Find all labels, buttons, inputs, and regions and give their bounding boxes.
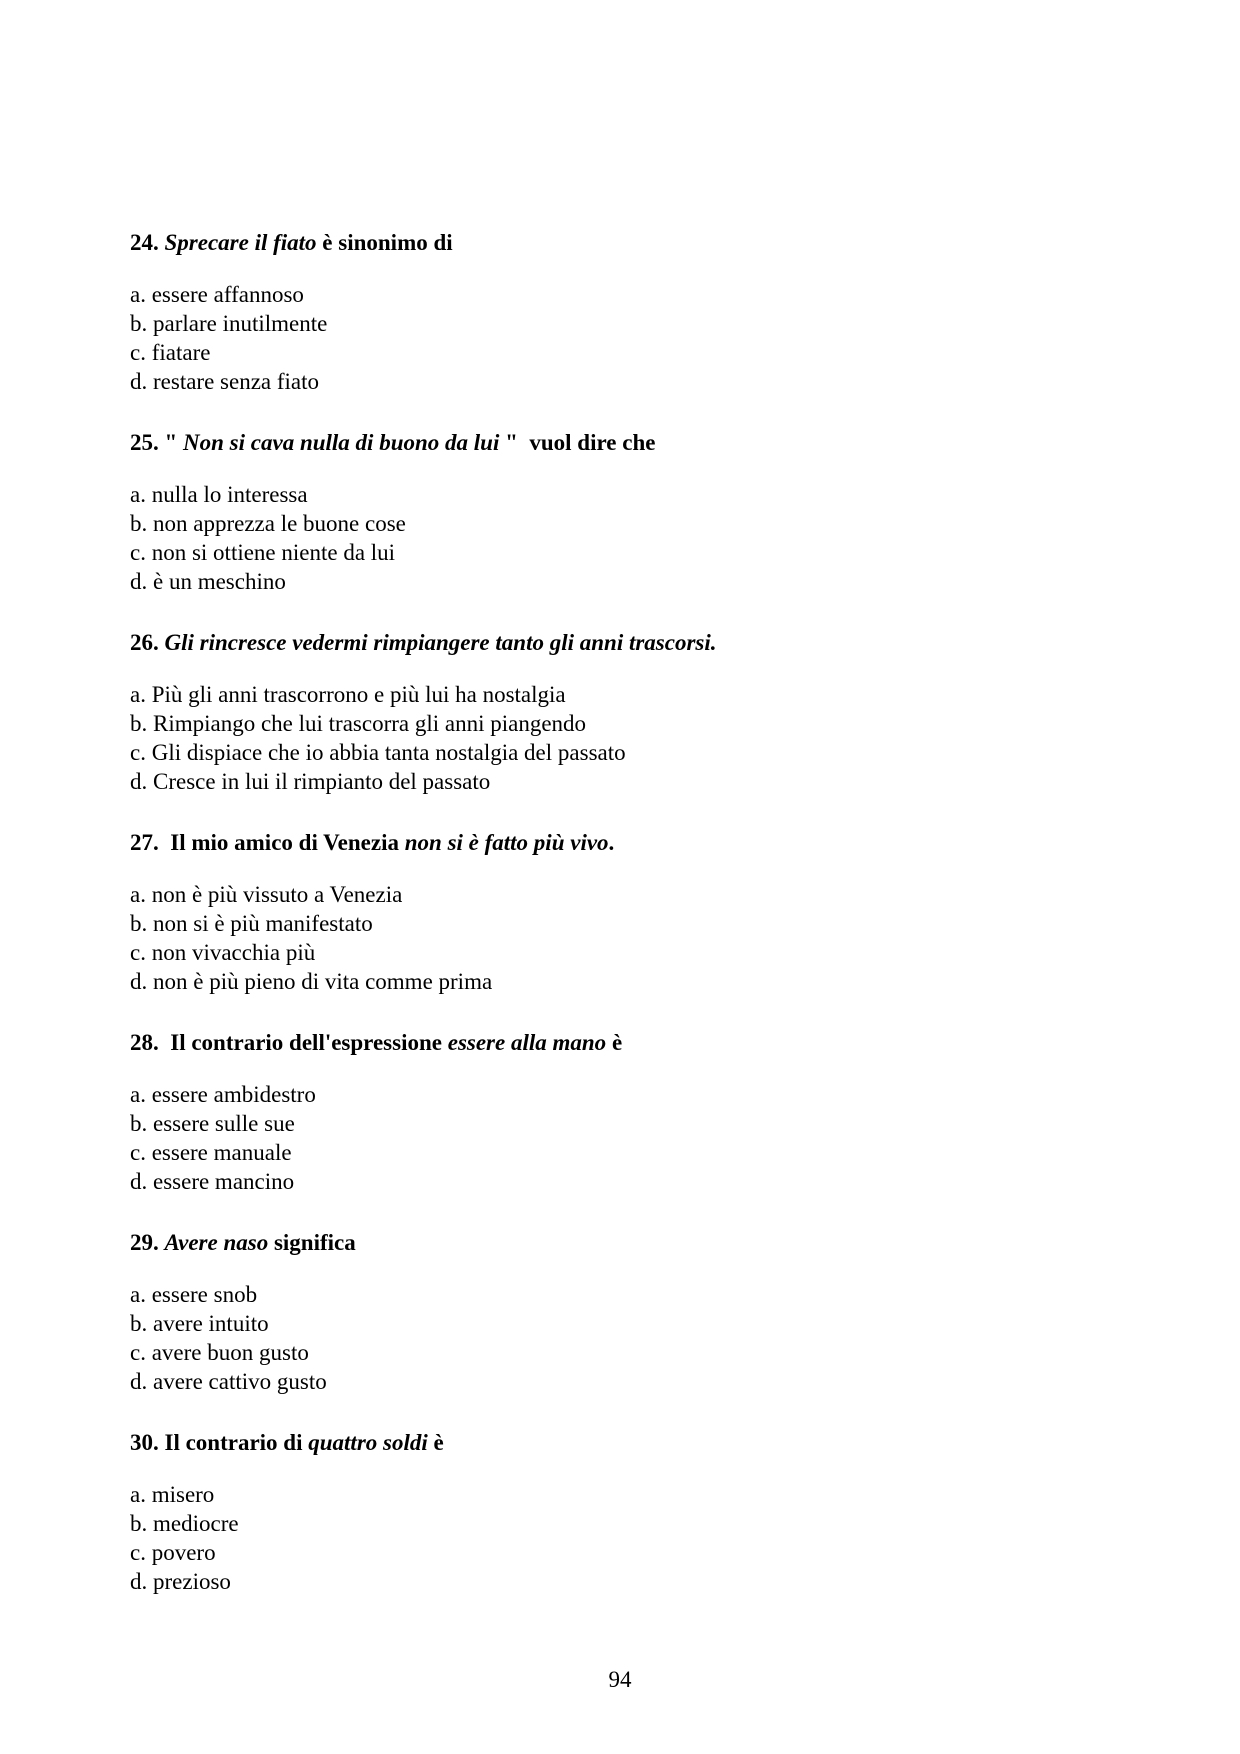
option-b: b. non si è più manifestato	[130, 911, 373, 936]
question-title: 29. Avere naso significa	[130, 1230, 356, 1255]
options-list	[130, 880, 1130, 996]
option-d: d. è un meschino	[130, 569, 286, 594]
question-title: 25. " Non si cava nulla di buono da lui " vuol dire che	[130, 430, 656, 455]
question-25	[130, 426, 1130, 596]
options-list	[130, 680, 1130, 796]
option-c: c. non si ottiene niente da lui	[130, 540, 396, 565]
option-d: d. restare senza fiato	[130, 369, 320, 394]
question-28	[130, 1026, 1130, 1196]
option-b: b. mediocre	[130, 1511, 239, 1536]
page-number: 94	[608, 1667, 632, 1692]
option-a: a. Più gli anni trascorrono e più lui ha nostalgia	[130, 682, 566, 707]
options-list	[130, 480, 1130, 596]
question-27	[130, 826, 1130, 996]
option-d: d. avere cattivo gusto	[130, 1369, 327, 1394]
option-c: c. Gli dispiace che io abbia tanta nostalgia del passato	[130, 740, 626, 765]
question-26	[130, 626, 1130, 796]
option-b: b. Rimpiango che lui trascorra gli anni piangendo	[130, 711, 587, 736]
option-d: d. Cresce in lui il rimpianto del passato	[130, 769, 491, 794]
option-a: a. non è più vissuto a Venezia	[130, 882, 403, 907]
option-c: c. avere buon gusto	[130, 1340, 309, 1365]
option-a: a. nulla lo interessa	[130, 482, 308, 507]
options-list	[130, 280, 1130, 396]
question-29	[130, 1226, 1130, 1396]
options-list	[130, 1280, 1130, 1396]
option-a: a. essere affannoso	[130, 282, 304, 307]
option-c: c. fiatare	[130, 340, 211, 365]
question-title: 30. Il contrario di quattro soldi è	[130, 1430, 444, 1455]
option-b: b. avere intuito	[130, 1311, 269, 1336]
option-d: d. prezioso	[130, 1569, 231, 1594]
question-title: 24. Sprecare il fiato è sinonimo di	[130, 230, 453, 255]
option-b: b. essere sulle sue	[130, 1111, 295, 1136]
question-title: 28. Il contrario dell'espressione essere alla mano è	[130, 1030, 623, 1055]
question-24	[130, 226, 1130, 396]
option-b: b. parlare inutilmente	[130, 311, 328, 336]
options-list	[130, 1080, 1130, 1196]
option-b: b. non apprezza le buone cose	[130, 511, 406, 536]
options-list	[130, 1480, 1130, 1596]
question-title: 27. Il mio amico di Venezia non si è fatto più vivo.	[130, 830, 615, 855]
option-d: d. non è più pieno di vita comme prima	[130, 969, 493, 994]
question-30	[130, 1426, 1130, 1596]
question-title: 26. Gli rincresce vedermi rimpiangere tanto gli anni trascorsi.	[130, 630, 717, 655]
option-d: d. essere mancino	[130, 1169, 295, 1194]
document-page	[130, 226, 1130, 1596]
option-a: a. misero	[130, 1482, 215, 1507]
option-a: a. essere snob	[130, 1282, 258, 1307]
option-c: c. non vivacchia più	[130, 940, 316, 965]
option-c: c. povero	[130, 1540, 216, 1565]
option-c: c. essere manuale	[130, 1140, 292, 1165]
option-a: a. essere ambidestro	[130, 1082, 316, 1107]
